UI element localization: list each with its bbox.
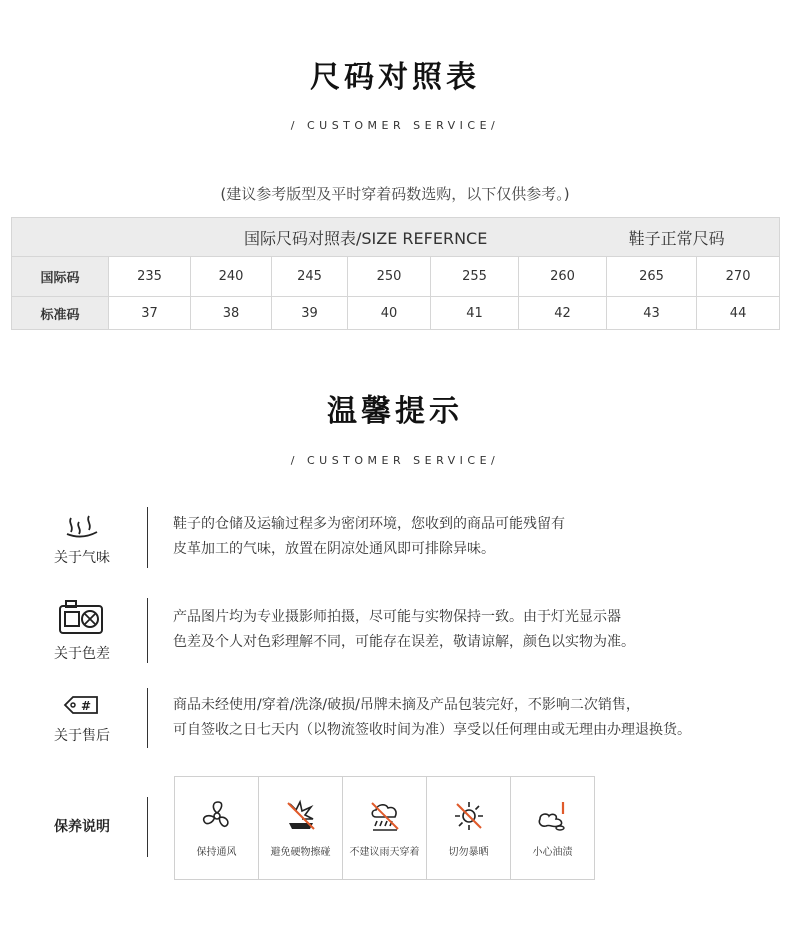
divider — [147, 507, 148, 568]
care-label: 保养说明 — [54, 819, 110, 835]
care-item-rain — [343, 777, 427, 879]
size-table-header-right: 鞋子正常尺码 — [607, 218, 780, 257]
tag-hash: # — [80, 699, 92, 713]
table-cell: 44 — [697, 297, 780, 330]
table-cell: 42 — [519, 297, 607, 330]
tips-title: 温馨提示 — [327, 394, 463, 429]
table-cell: 37 — [109, 297, 191, 330]
row-label: 国际码 — [12, 257, 109, 297]
divider — [147, 797, 148, 857]
size-table-header: 国际尺码对照表/SIZE REFERNCE — [12, 218, 607, 257]
smell-icon — [62, 513, 102, 539]
size-chart-title: 尺码对照表 — [310, 60, 480, 95]
table-cell: 41 — [431, 297, 519, 330]
care-item-sun — [427, 777, 511, 879]
tip-label-color: 关于色差 — [54, 646, 110, 662]
tip-line: 产品图片均为专业摄影师拍摄，尽可能与实物保持一致。由于灯光显示器 — [173, 609, 621, 625]
row-label: 标准码 — [12, 297, 109, 330]
care-item-label: 保持通风 — [196, 846, 237, 858]
table-cell: 39 — [272, 297, 348, 330]
tip-text-smell — [173, 512, 783, 562]
table-cell: 250 — [348, 257, 431, 297]
tip-line: 鞋子的仓储及运输过程多为密闭环境，您收到的商品可能残留有 — [173, 516, 565, 532]
tip-line: 可自签收之日七天内（以物流签收时间为准）享受以任何理由或无理由办理退换货。 — [173, 722, 691, 738]
price-tag-icon — [62, 694, 100, 716]
care-item-ventilation — [175, 777, 259, 879]
tip-text-after-sales — [173, 693, 783, 743]
table-cell: 235 — [109, 257, 191, 297]
table-cell: 43 — [607, 297, 697, 330]
divider — [147, 688, 148, 748]
care-item-label: 切勿暴晒 — [448, 846, 489, 858]
table-cell: 260 — [519, 257, 607, 297]
tips-subtitle: / CUSTOMER SERVICE/ — [290, 454, 500, 467]
table-cell: 265 — [607, 257, 697, 297]
no-sun-icon — [452, 799, 486, 833]
care-item-oil — [511, 777, 594, 879]
tip-label-after-sales: 关于售后 — [54, 728, 110, 744]
table-row — [12, 297, 780, 330]
table-cell: 240 — [191, 257, 272, 297]
tip-text-color — [173, 605, 783, 655]
care-item-label: 小心油渍 — [532, 846, 573, 858]
tip-line: 皮革加工的气味，放置在阴凉处通风即可排除异味。 — [173, 541, 495, 557]
size-note: (建议参考版型及平时穿着码数选购，以下仅供参考。) — [220, 185, 570, 203]
table-cell: 245 — [272, 257, 348, 297]
size-chart-subtitle: / CUSTOMER SERVICE/ — [290, 119, 500, 132]
tip-line: 商品未经使用/穿着/洗涤/破损/吊牌未摘及产品包装完好，不影响二次销售， — [173, 697, 640, 713]
fan-icon — [200, 799, 234, 833]
table-cell: 40 — [348, 297, 431, 330]
divider — [147, 598, 148, 663]
camera-icon — [57, 598, 105, 636]
no-rain-icon — [368, 799, 402, 833]
care-panel — [174, 776, 595, 880]
tip-line: 色差及个人对色彩理解不同，可能存在误差，敬请谅解，颜色以实物为准。 — [173, 634, 635, 650]
table-row — [12, 257, 780, 297]
table-cell: 38 — [191, 297, 272, 330]
size-table — [11, 217, 780, 330]
table-cell: 270 — [697, 257, 780, 297]
care-item-collision — [259, 777, 343, 879]
tip-label-smell: 关于气味 — [54, 550, 110, 566]
oil-stain-icon — [536, 799, 570, 833]
care-item-label: 避免硬物擦碰 — [270, 846, 331, 858]
care-item-label: 不建议雨天穿着 — [349, 846, 420, 858]
no-collision-icon — [284, 799, 318, 833]
table-cell: 255 — [431, 257, 519, 297]
